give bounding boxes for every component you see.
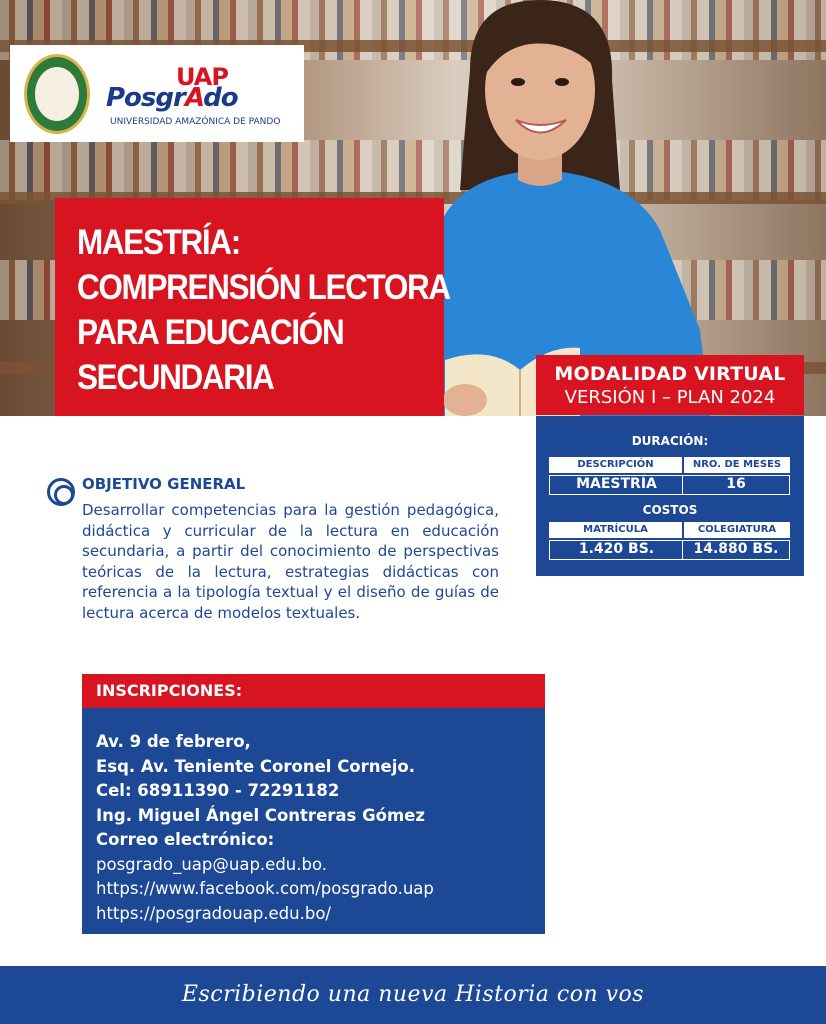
address-line-2: Esq. Av. Teniente Coronel Cornejo.: [96, 756, 415, 776]
brand-uap: UAP: [176, 63, 228, 91]
inscriptions-header: [82, 674, 545, 708]
email-link[interactable]: posgrado_uap@uap.edu.bo.: [96, 854, 328, 874]
costs-label: COSTOS: [642, 503, 698, 517]
contact-name: Ing. Miguel Ángel Contreras Gómez: [96, 805, 425, 825]
phone-line: Cel: 68911390 - 72291182: [96, 781, 340, 800]
duration-value-months: 16: [682, 475, 790, 495]
address-line-1: Av. 9 de febrero,: [96, 732, 251, 751]
website-link[interactable]: https://posgradouap.edu.bo/: [96, 903, 331, 923]
costs-header-tuition: COLEGIATURA: [684, 522, 790, 538]
inscriptions-panel: [82, 708, 545, 934]
costs-header-enrollment: MATRÍCULA: [549, 522, 682, 538]
duration-label: DURACIÓN:: [631, 434, 709, 448]
title-line-1: MAESTRÍA:: [77, 223, 240, 262]
footer-bar: [0, 966, 826, 1024]
duration-value-description: MAESTRÍA: [549, 475, 684, 495]
email-label: Correo electrónico:: [96, 830, 275, 849]
program-title-card: [55, 198, 450, 416]
title-line-2: COMPRENSIÓN LECTORA: [77, 268, 450, 307]
objective-text: Desarrollar competencias para la gestión pedagógica, didáctica y curricular de la lectura en educación secundaria, a partir del conocimiento de perspectivas teóricas de la lectura, estrategias didácticas con referencia a la tipología textual y el diseño de guías de lectura acerca de modelos textuales.: [82, 501, 499, 622]
footer-slogan: Escribiendo una nueva Historia con vos: [181, 982, 645, 1007]
modality-title: MODALIDAD VIRTUAL: [554, 363, 786, 385]
costs-value-tuition: 14.880 BS.: [682, 540, 790, 560]
costs-value-enrollment: 1.420 BS.: [549, 540, 684, 560]
objective-title: OBJETIVO GENERAL: [82, 475, 246, 493]
modality-banner: [536, 355, 804, 415]
facebook-link[interactable]: https://www.facebook.com/posgrado.uap: [96, 879, 434, 898]
title-line-3: PARA EDUCACIÓN: [77, 313, 344, 352]
logo-panel: [10, 45, 304, 142]
target-icon: [47, 478, 75, 506]
university-seal-icon: [24, 54, 90, 134]
duration-header-description: DESCRIPCIÓN: [549, 457, 682, 473]
student-photo: [430, 0, 730, 416]
modality-version: VERSIÓN I – PLAN 2024: [564, 387, 776, 408]
info-panel: [536, 416, 804, 576]
brand-subtitle: UNIVERSIDAD AMAZÓNICA DE PANDO: [110, 117, 281, 127]
brand-posgrado: PosgrAdo: [106, 83, 238, 113]
inscriptions-title: INSCRIPCIONES:: [96, 681, 243, 700]
duration-header-months: NRO. DE MESES: [684, 457, 790, 473]
title-line-4: SECUNDARIA: [77, 358, 274, 397]
